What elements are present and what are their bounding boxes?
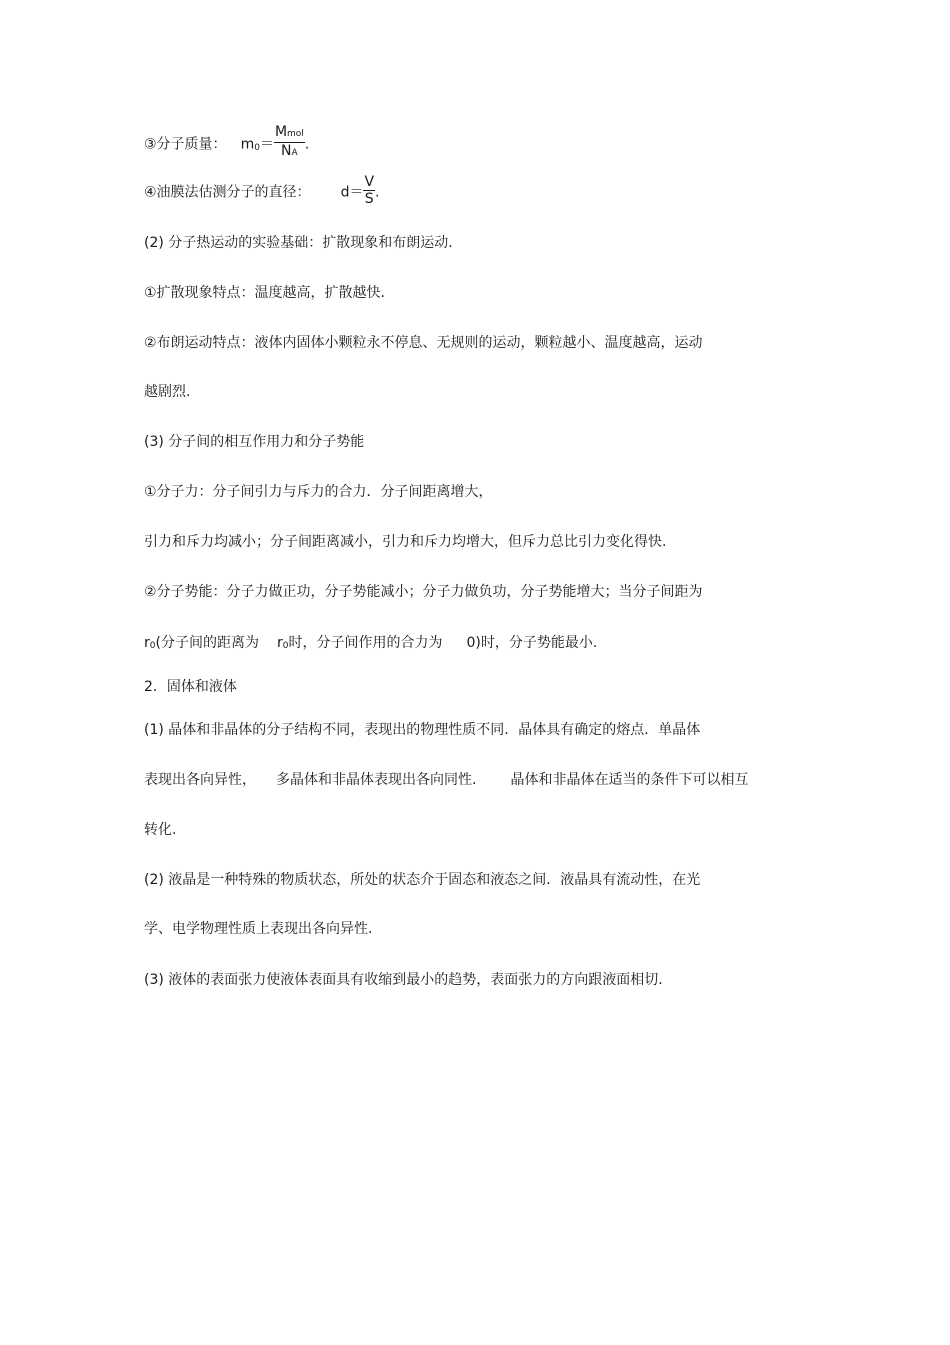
text-fragment: 表现出各向异性， <box>144 772 256 788</box>
paragraph-liquid-crystal-2: 学、电学物理性质上表现出各向异性. <box>144 921 373 937</box>
paragraph-potential-energy-2 <box>144 634 597 654</box>
molecular-mass-line <box>144 126 309 163</box>
formula-period: . <box>375 184 380 201</box>
paragraph-liquid-crystal-1: (2) 液晶是一种特殊的物质状态，所处的状态介于固态和液态之间．液晶具有流动性，在光 <box>144 872 701 888</box>
text-fragment: 晶体和非晶体在适当的条件下可以相互 <box>510 772 749 788</box>
paragraph-surface-tension: (3) 液体的表面张力使液体表面具有收缩到最小的趋势，表面张力的方向跟液面相切. <box>144 972 663 988</box>
paragraph-thermal-motion: (2) 分子热运动的实验基础：扩散现象和布朗运动. <box>144 235 453 251</box>
r0-subscript: 0 <box>282 641 289 651</box>
r0-symbol: r <box>144 635 150 651</box>
paragraph-molecular-force-heading: (3) 分子间的相互作用力和分子势能 <box>144 434 365 450</box>
r0-subscript: 0 <box>149 641 156 651</box>
diameter-symbol: d <box>340 184 350 201</box>
formula-period: . <box>304 136 310 153</box>
paragraph-diffusion: ①扩散现象特点：温度越高，扩散越快. <box>144 285 385 301</box>
text-fragment: 时，分子间作用的合力为 <box>288 635 443 651</box>
mol-subscript: mol <box>287 129 304 139</box>
fraction-denominator: S <box>364 191 374 207</box>
molar-mass-fraction <box>274 124 305 161</box>
m0-symbol: m <box>240 136 255 153</box>
paragraph-brownian-2: 越剧烈. <box>144 384 191 400</box>
fraction-numerator: V <box>364 174 375 190</box>
paragraph-molecular-force-1: ①分子力：分子间引力与斥力的合力．分子间距离增大， <box>144 484 493 500</box>
paragraph-crystal-3: 转化. <box>144 822 177 838</box>
paragraph-brownian-1: ②布朗运动特点：液体内固体小颗粒永不停息、无规则的运动，颗粒越小、温度越高，运动 <box>144 335 703 351</box>
equals-sign: ＝ <box>259 136 274 153</box>
paragraph-crystal-1: (1) 晶体和非晶体的分子结构不同，表现出的物理性质不同．晶体具有确定的熔点．单晶体 <box>144 722 701 738</box>
m0-subscript: 0 <box>254 142 260 153</box>
oil-film-line <box>144 176 379 209</box>
r0-symbol: r <box>276 635 283 651</box>
oil-film-label: ④油膜法估测分子的直径： <box>144 184 311 201</box>
paragraph-crystal-2 <box>144 771 748 789</box>
paragraph-molecular-force-2: 引力和斥力均减小；分子间距离减小，引力和斥力均增大，但斥力总比引力变化得快. <box>144 534 667 550</box>
text-fragment: (分子间的距离为 <box>155 635 259 651</box>
molecular-mass-label: ③分子质量： <box>144 136 227 153</box>
fraction-denominator: NA <box>281 143 298 159</box>
avogadro-subscript: A <box>291 148 298 158</box>
text-fragment: 0)时，分子势能最小. <box>466 635 598 651</box>
equals-sign: ＝ <box>349 184 364 201</box>
paragraph-potential-energy-1: ②分子势能：分子力做正功，分子势能减小；分子力做负功，分子势能增大；当分子间距为 <box>144 584 703 600</box>
text-fragment: 多晶体和非晶体表现出各向同性. <box>276 772 477 788</box>
volume-area-fraction <box>363 174 375 207</box>
fraction-numerator: Mmol <box>274 124 305 143</box>
section-solids-liquids-heading: 2．固体和液体 <box>144 679 237 695</box>
